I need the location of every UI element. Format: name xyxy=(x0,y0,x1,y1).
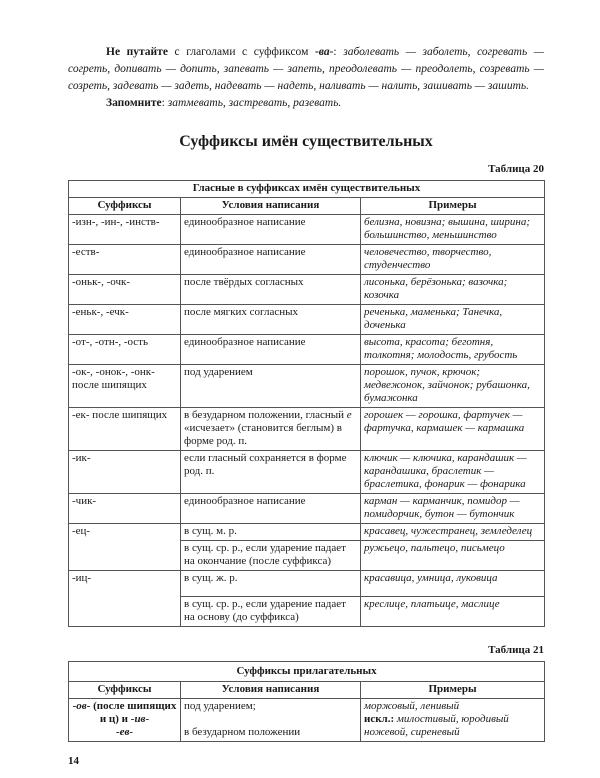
suffix-cell: -чик- xyxy=(69,494,181,524)
condition-cell: единообразное написание xyxy=(181,494,361,524)
column-header: Примеры xyxy=(361,682,545,699)
condition-cell: под ударением xyxy=(181,365,361,408)
table-row xyxy=(69,524,545,541)
suffix-cell: -изн-, -ин-, -инств- xyxy=(69,215,181,245)
condition-cell: после твёрдых согласных xyxy=(181,275,361,305)
condition-cell: в сущ. ж. р. xyxy=(181,571,361,597)
column-header: Примеры xyxy=(361,198,545,215)
suffix: -ва- xyxy=(314,46,334,58)
condition-cell xyxy=(181,699,361,742)
table-row xyxy=(69,335,545,365)
examples-cell: ключик — ключика, карандашик — карандашика, браслетик — браслетика, фонарик — фонарика xyxy=(361,451,545,494)
text: в безударном положении xyxy=(184,726,301,738)
text: «исчезает» (становится беглым) в форме род. п. xyxy=(184,422,342,447)
letter: е xyxy=(346,409,352,421)
examples-cell: ружьецо, пальтецо, письмецо xyxy=(361,541,545,571)
suffix-cell: -оньк-, -очк- xyxy=(69,275,181,305)
examples-cell: человечество, творчество, студенчество xyxy=(361,245,545,275)
exception-label: искл.: xyxy=(364,713,395,725)
suffix: -ов- xyxy=(72,700,91,712)
table-row xyxy=(69,494,545,524)
page xyxy=(68,0,544,778)
table-20-caption: Таблица 20 xyxy=(488,163,544,175)
note-bold: Не путайте xyxy=(106,46,168,58)
text: : xyxy=(333,46,344,58)
text: в безударном положении, гласный xyxy=(184,409,347,421)
intro-paragraph-1 xyxy=(68,44,544,95)
intro-text xyxy=(68,44,544,112)
examples-cell: красавица, умница, луковица xyxy=(361,571,545,597)
table-21 xyxy=(68,661,545,742)
condition-cell: единообразное написание xyxy=(181,335,361,365)
examples-cell: белизна, новизна; вышина, ширина; большинство, меньшинство xyxy=(361,215,545,245)
text: : xyxy=(161,97,168,109)
examples: затмевать, застревать, разевать. xyxy=(167,97,342,109)
condition-cell xyxy=(181,408,361,451)
suffix-cell: -еньк-, -ечк- xyxy=(69,305,181,335)
condition-cell: в сущ. ср. р., если ударение падает на окончание (после суффикса) xyxy=(181,541,361,571)
examples-cell: высота, красота; беготня, толкотня; молодость, грубость xyxy=(361,335,545,365)
suffix-cell: -ек- после шипящих xyxy=(69,408,181,451)
text: (после шипящих и ц) и xyxy=(90,700,177,725)
text: с глаголами с суффиксом xyxy=(167,46,315,58)
condition-cell: единообразное написание xyxy=(181,245,361,275)
text: под ударением; xyxy=(184,700,256,712)
examples-cell: лисонька, берёзонька; вазочка; козочка xyxy=(361,275,545,305)
table-21-caption: Таблица 21 xyxy=(488,644,544,656)
condition-cell: если гласный сохраняется в форме род. п. xyxy=(181,451,361,494)
suffix-cell xyxy=(69,699,181,742)
examples: заболевать — заболеть, согревать — согреть, допивать — допить, запевать — запеть, преодолевать — преодолеть, созревать — созреть, задевать — задеть, надевать — надеть, наливать — налить, зашивать — зашить. xyxy=(68,46,545,92)
examples-cell: горошек — горошка, фартучек — фартучка, кармашек — кармашка xyxy=(361,408,545,451)
condition-cell: в сущ. м. р. xyxy=(181,524,361,541)
table-20 xyxy=(68,180,545,627)
table-row xyxy=(69,571,545,597)
table-row xyxy=(69,305,545,335)
suffix-cell: -ец- xyxy=(69,524,181,571)
table-row xyxy=(69,451,545,494)
table-row xyxy=(69,275,545,305)
suffix: -ев- xyxy=(115,726,134,738)
text: ножевой, сиреневый xyxy=(364,726,460,738)
column-header: Суффиксы xyxy=(69,682,181,699)
table-title: Гласные в суффиксах имён существительных xyxy=(69,181,545,198)
intro-paragraph-2 xyxy=(68,95,544,112)
table-row xyxy=(69,408,545,451)
text: моржовый, ленивый xyxy=(364,700,460,712)
table-title: Суффиксы прилагательных xyxy=(69,662,545,682)
text: милостивый, юродивый xyxy=(394,713,509,725)
section-title: Суффиксы имён существительных xyxy=(179,133,433,150)
column-header: Суффиксы xyxy=(69,198,181,215)
suffix-cell: -ик- xyxy=(69,451,181,494)
note-bold: Запомните xyxy=(106,97,162,109)
suffix-cell: -ок-, -онок-, -онк- после шипящих xyxy=(69,365,181,408)
suffix-cell: -от-, -отн-, -ость xyxy=(69,335,181,365)
suffix: -ив- xyxy=(130,713,150,725)
table-row xyxy=(69,245,545,275)
table-row xyxy=(69,365,545,408)
examples-cell: реченька, маменька; Танечка, доченька xyxy=(361,305,545,335)
condition-cell: в сущ. ср. р., если ударение падает на основу (до суффикса) xyxy=(181,597,361,627)
page-number: 14 xyxy=(68,755,79,767)
column-header: Условия написания xyxy=(181,198,361,215)
suffix-cell: -иц- xyxy=(69,571,181,627)
column-header: Условия написания xyxy=(181,682,361,699)
examples-cell xyxy=(361,699,545,742)
table-row xyxy=(69,699,545,742)
table-row xyxy=(69,215,545,245)
condition-cell: после мягких согласных xyxy=(181,305,361,335)
condition-cell: единообразное написание xyxy=(181,215,361,245)
examples-cell: красавец, чужестранец, земледелец xyxy=(361,524,545,541)
suffix-cell: -еств- xyxy=(69,245,181,275)
examples-cell: порошок, пучок, крючок; медвежонок, зайчонок; рубашонка, бумажонка xyxy=(361,365,545,408)
examples-cell: креслице, платьице, маслице xyxy=(361,597,545,627)
examples-cell: карман — карманчик, помидор — помидорчик, бутон — бутончик xyxy=(361,494,545,524)
